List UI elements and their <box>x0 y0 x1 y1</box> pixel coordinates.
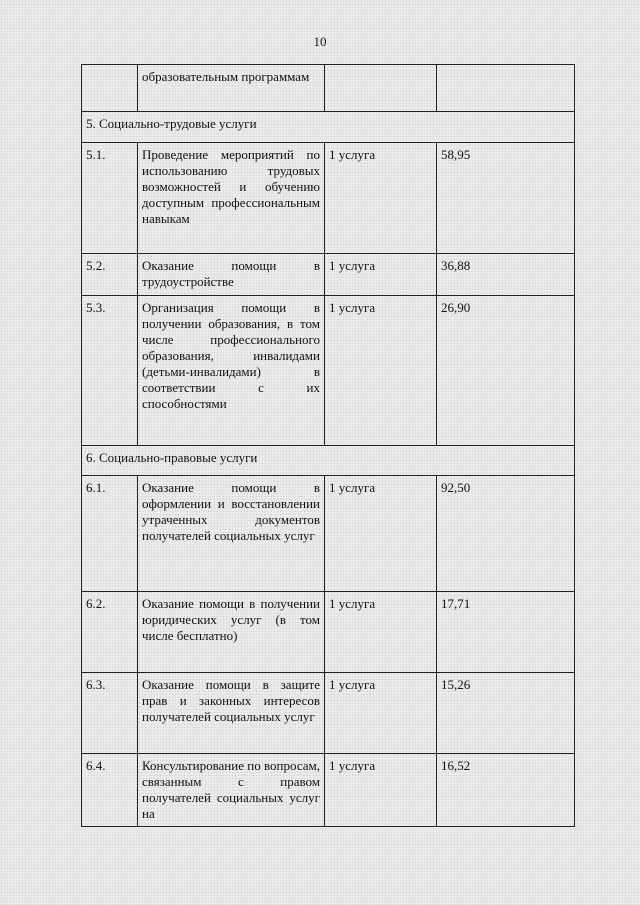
price-cell: 36,88 <box>437 254 575 296</box>
unit-cell: 1 услуга <box>325 754 437 827</box>
row-number-cell: 6.1. <box>82 476 138 592</box>
price-cell: 15,26 <box>437 673 575 754</box>
unit-cell: 1 услуга <box>325 592 437 673</box>
section-header-row <box>82 112 575 143</box>
row-number-cell <box>82 65 138 112</box>
row-number-cell: 6.3. <box>82 673 138 754</box>
table-row <box>82 296 575 446</box>
section-title: 5. Социально-трудовые услуги <box>82 112 575 143</box>
price-cell: 92,50 <box>437 476 575 592</box>
service-name-cell: Оказание помощи в получении юридических услуг (в том числе бесплатно) <box>138 592 325 673</box>
service-name-cell: Организация помощи в получении образования, в том числе профессионального образования, инвалидами (детьми-инвалидами) в соответствии с их способностями <box>138 296 325 446</box>
row-number-cell: 6.2. <box>82 592 138 673</box>
service-name-cell: Оказание помощи в трудоустройстве <box>138 254 325 296</box>
section-header-row <box>82 446 575 476</box>
unit-cell: 1 услуга <box>325 254 437 296</box>
service-name-cell: образовательным программам <box>138 65 325 112</box>
table-row <box>82 754 575 827</box>
unit-cell: 1 услуга <box>325 143 437 254</box>
row-number-cell: 5.1. <box>82 143 138 254</box>
table-row <box>82 673 575 754</box>
table-row <box>82 476 575 592</box>
unit-cell <box>325 65 437 112</box>
service-name-cell: Проведение мероприятий по использованию трудовых возможностей и обучению доступным профессиональным навыкам <box>138 143 325 254</box>
service-name-cell: Оказание помощи в защите прав и законных интересов получателей социальных услуг <box>138 673 325 754</box>
unit-cell: 1 услуга <box>325 476 437 592</box>
row-number-cell: 5.3. <box>82 296 138 446</box>
price-cell: 16,52 <box>437 754 575 827</box>
price-cell: 17,71 <box>437 592 575 673</box>
table-row <box>82 143 575 254</box>
table-row <box>82 65 575 112</box>
service-name-cell: Консультирование по вопросам, связанным с правом получателей социальных услуг на <box>138 754 325 827</box>
services-table <box>81 64 575 827</box>
section-title: 6. Социально-правовые услуги <box>82 446 575 476</box>
page-number: 10 <box>313 34 327 49</box>
table-row <box>82 592 575 673</box>
row-number-cell: 6.4. <box>82 754 138 827</box>
price-cell: 26,90 <box>437 296 575 446</box>
table-row <box>82 254 575 296</box>
row-number-cell: 5.2. <box>82 254 138 296</box>
unit-cell: 1 услуга <box>325 296 437 446</box>
price-cell <box>437 65 575 112</box>
price-cell: 58,95 <box>437 143 575 254</box>
unit-cell: 1 услуга <box>325 673 437 754</box>
service-name-cell: Оказание помощи в оформлении и восстановлении утраченных документов получателей социальных услуг <box>138 476 325 592</box>
